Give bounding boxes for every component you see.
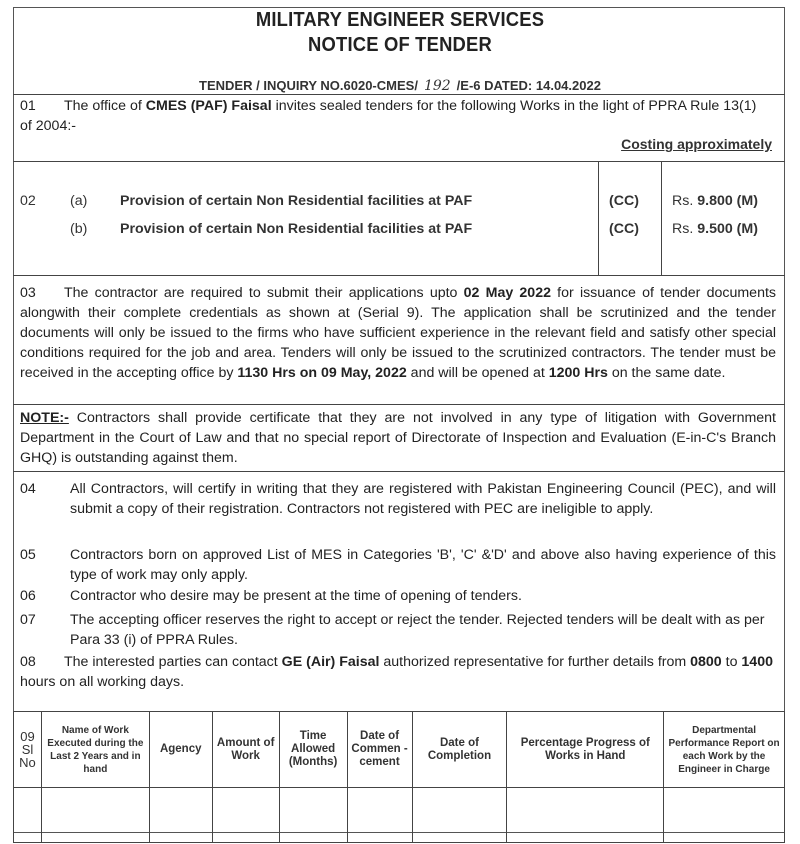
para-text: The office of	[64, 98, 146, 114]
column-header-performance-report: Departmental Performance Report on each Work by the Engineer in Charge	[664, 712, 785, 788]
contact-office: GE (Air) Faisal	[281, 654, 380, 670]
costing-label: Costing approximately	[621, 136, 772, 152]
divider	[13, 471, 785, 472]
hours-from: 0800	[690, 654, 722, 670]
para-number: 08	[20, 654, 36, 670]
para-number: 09	[20, 729, 35, 744]
para-number: 07	[20, 612, 36, 628]
divider	[13, 161, 785, 162]
note-label: NOTE:-	[20, 410, 69, 426]
para-08	[20, 652, 776, 692]
para-text: The contractor are required to submit their applications upto	[64, 285, 464, 301]
note-paragraph	[20, 408, 776, 468]
para-number: 01	[20, 98, 36, 114]
para-text: authorized representative for further details from	[379, 654, 691, 670]
tender-suffix: /E-6 DATED: 14.04.2022	[456, 78, 601, 93]
work-amount	[672, 193, 758, 209]
list-item-text: All Contractors, will certify in writing that they are registered with Pakistan Engineering Council (PEC), and will submit a copy of their registration. Contractors not registered with PEC are ineligible to apply.	[70, 481, 776, 517]
work-category: (CC)	[609, 221, 639, 237]
table-row	[14, 788, 785, 843]
amount-value: 9.500 (M)	[697, 221, 758, 237]
column-header-commencement: Date of Commen -cement	[347, 712, 412, 788]
para-text: for issuance of tender documents alongwith their complete credentials as shown at (Serial 9). The application shall be scrutinized and the tender documents will only be issued to the firms who have sufficient experience in the relevant field and satisfy other special conditions required for the job and area. Tenders will only be issued to the scrutinized contractors. The tender must be received in the accepting office by	[20, 285, 776, 381]
amount-value: 9.800 (M)	[697, 193, 758, 209]
table-cell	[507, 788, 664, 843]
para-number: 02	[20, 193, 36, 209]
column-header-completion: Date of Completion	[412, 712, 507, 788]
note-text: Contractors shall provide certificate that they are not involved in any type of litigation with Government Department in the Court of Law and that no special report of Directorate of Inspection and Evaluation (E-in-C's Branch GHQ) is outstanding against them.	[20, 410, 776, 466]
table-cell	[347, 788, 412, 843]
work-letter: (a)	[70, 193, 88, 209]
work-description: Provision of certain Non Residential facilities at PAF	[120, 221, 473, 237]
list-item	[20, 586, 776, 606]
org-title: MILITARY ENGINEER SERVICES	[255, 9, 545, 31]
application-deadline: 02 May 2022	[463, 285, 551, 301]
tender-prefix: TENDER / INQUIRY NO.6020-	[199, 78, 377, 93]
work-letter: (b)	[70, 221, 88, 237]
list-item-text: Contractor who desire may be present at the time of opening of tenders.	[70, 588, 522, 604]
divider	[13, 404, 785, 405]
para-01	[20, 96, 772, 136]
table-header-row	[14, 712, 785, 788]
table-cell	[149, 788, 212, 843]
list-item-text: Contractors born on approved List of MES in Categories 'B', 'C' &'D' and above also having experience of this type of work may only apply.	[70, 547, 776, 583]
column-label: Sl No	[19, 742, 36, 770]
column-header-agency: Agency	[149, 712, 212, 788]
column-divider	[598, 161, 599, 275]
amount-prefix: Rs.	[672, 193, 698, 209]
para-03	[20, 283, 776, 383]
list-item	[20, 545, 776, 585]
hours-to: 1400	[741, 654, 773, 670]
list-item	[20, 610, 776, 650]
divider	[13, 94, 785, 95]
office-name: CMES (PAF) Faisal	[145, 98, 272, 114]
table-cell	[279, 788, 347, 843]
para-text: and will be opened at	[406, 365, 549, 381]
table-cell	[664, 788, 785, 843]
work-category: (CC)	[609, 193, 639, 209]
opening-time: 1200 Hrs	[548, 365, 608, 381]
para-text: on the same date.	[607, 365, 726, 381]
column-header-time-allowed: Time Allowed (Months)	[279, 712, 347, 788]
column-header-progress: Percentage Progress of Works in Hand	[507, 712, 664, 788]
tender-handwritten-number: 192	[423, 78, 451, 94]
column-divider	[661, 161, 662, 275]
table-cell	[14, 788, 42, 843]
column-header-amount: Amount of Work	[212, 712, 279, 788]
tender-office: CMES/	[376, 78, 418, 93]
para-number: 05	[20, 547, 36, 563]
table-cell	[212, 788, 279, 843]
amount-prefix: Rs.	[672, 221, 698, 237]
submission-deadline: 1130 Hrs on 09 May, 2022	[237, 365, 407, 381]
column-header-serial	[14, 712, 42, 788]
para-number: 03	[20, 285, 36, 301]
tender-reference	[0, 78, 800, 94]
work-description: Provision of certain Non Residential facilities at PAF	[120, 193, 473, 209]
credentials-table	[13, 711, 785, 843]
para-text: invites sealed tenders for the following Works in the light of PPRA Rule 13(1) of 2004:-	[20, 98, 757, 134]
table-cell	[412, 788, 507, 843]
para-text: to	[721, 654, 742, 670]
para-text: hours on all working days.	[20, 674, 185, 690]
para-number: 04	[20, 481, 36, 497]
work-amount	[672, 221, 758, 237]
list-item-text: The accepting officer reserves the right to accept or reject the tender. Rejected tenders will be dealt with as per Para 33 (i) of PPRA Rules.	[70, 612, 765, 648]
column-header-name-of-work: Name of Work Executed during the Last 2 Years and in hand	[41, 712, 149, 788]
notice-title: NOTICE OF TENDER	[308, 34, 492, 56]
list-item	[20, 479, 776, 519]
para-number: 06	[20, 588, 36, 604]
divider	[13, 275, 785, 276]
para-text: The interested parties can contact	[64, 654, 282, 670]
table-cell	[41, 788, 149, 843]
